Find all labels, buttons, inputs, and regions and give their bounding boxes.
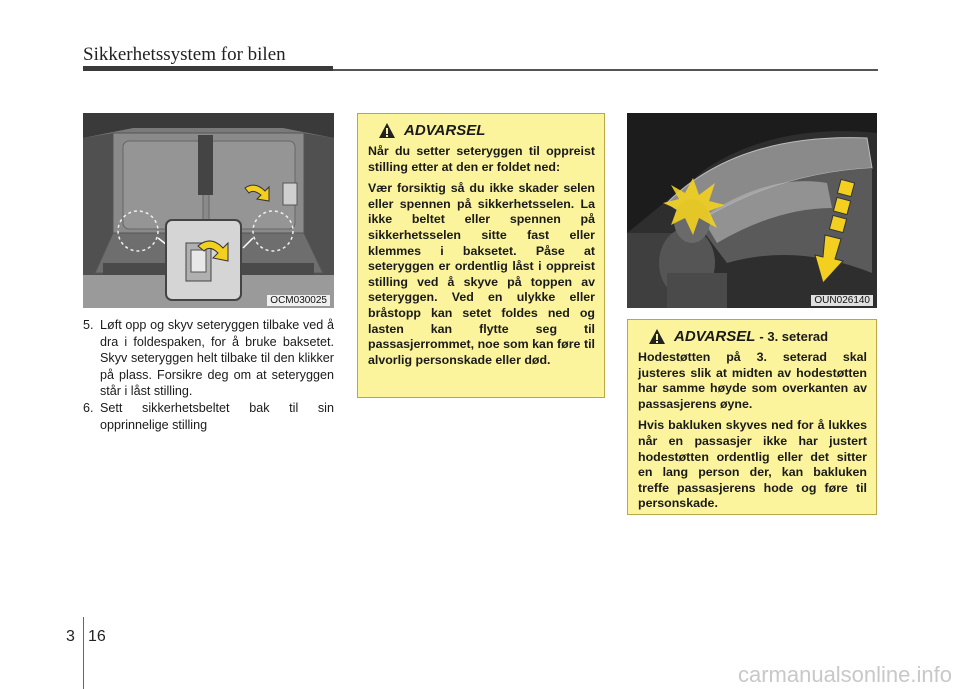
page-header-title: Sikkerhetssystem for bilen [83,44,286,65]
warning-title: ADVARSEL [404,122,486,140]
step-number: 6. [83,400,94,415]
photo-code-right: OUN026140 [811,295,873,306]
warning-triangle-icon [648,328,666,346]
step-number: 5. [83,318,94,332]
header-bar-thin [333,69,878,71]
footer-divider [83,617,84,689]
cargo-area-illustration [83,113,334,308]
warning-paragraph: Vær forsiktig så du ikke skader selen eller spennen på sikkerhetsselen. La ikke beltet eller spennen på sikkerhetsselen sitte fast eller klemmes i baksetet. Påse at seteryggen er ordentlig låst i oppreist stilling ved å skyve på toppen av seteryggen. Ved en ulykke eller bråstopp kan setet foldes ned og lasten kan flytte seg til passasjerrommet, noe som kan føre til alvorlig personskade eller død. [368,181,595,367]
page-number: 16 [88,628,106,645]
header-bar-dark [83,66,333,71]
warning-box-headrest [627,319,877,515]
photo-code-left: OCM030025 [267,295,330,306]
warning-subtitle: - 3. seterad [759,329,829,345]
step-text: Løft opp og skyv seteryggen tilbake ved å dra i foldespaken, for å bruke baksetet. Skyv seteryggen helt tilbake til den klikker på plass. Forsikre deg om at seteryggen står i låst stilling. [100,318,334,399]
warning-header [638,328,867,346]
headrest-tailgate-photo [627,113,877,308]
warning-title: ADVARSEL [674,328,756,346]
warning-paragraph: Hodestøtten på 3. seterad skal justeres slik at midten av hodestøtten har samme høyde som overkanten av passasjerens øyne. [638,350,867,411]
step-6 [83,400,334,433]
watermark: carmanualsonline.info [737,662,952,687]
warning-paragraph: Når du setter seteryggen til oppreist stilling etter at den er foldet ned: [368,144,595,174]
instruction-steps [83,317,334,433]
warning-box-seatback [357,113,605,398]
headrest-illustration [627,113,877,308]
step-text: Sett sikkerhetsbeltet bak til sin opprinnelige stilling [100,400,334,432]
warning-paragraph: Hvis bakluken skyves ned for å lukkes når en passasjer ikke har justert hodestøtten ordentlig eller det sitter en lang person der, kan bakluken treffe passasjerens hode og føre til personskade. [638,418,867,511]
chapter-number: 3 [66,628,75,645]
step-5 [83,317,334,400]
warning-header [368,122,595,140]
warning-triangle-icon [378,122,396,140]
cargo-area-photo [83,113,334,308]
